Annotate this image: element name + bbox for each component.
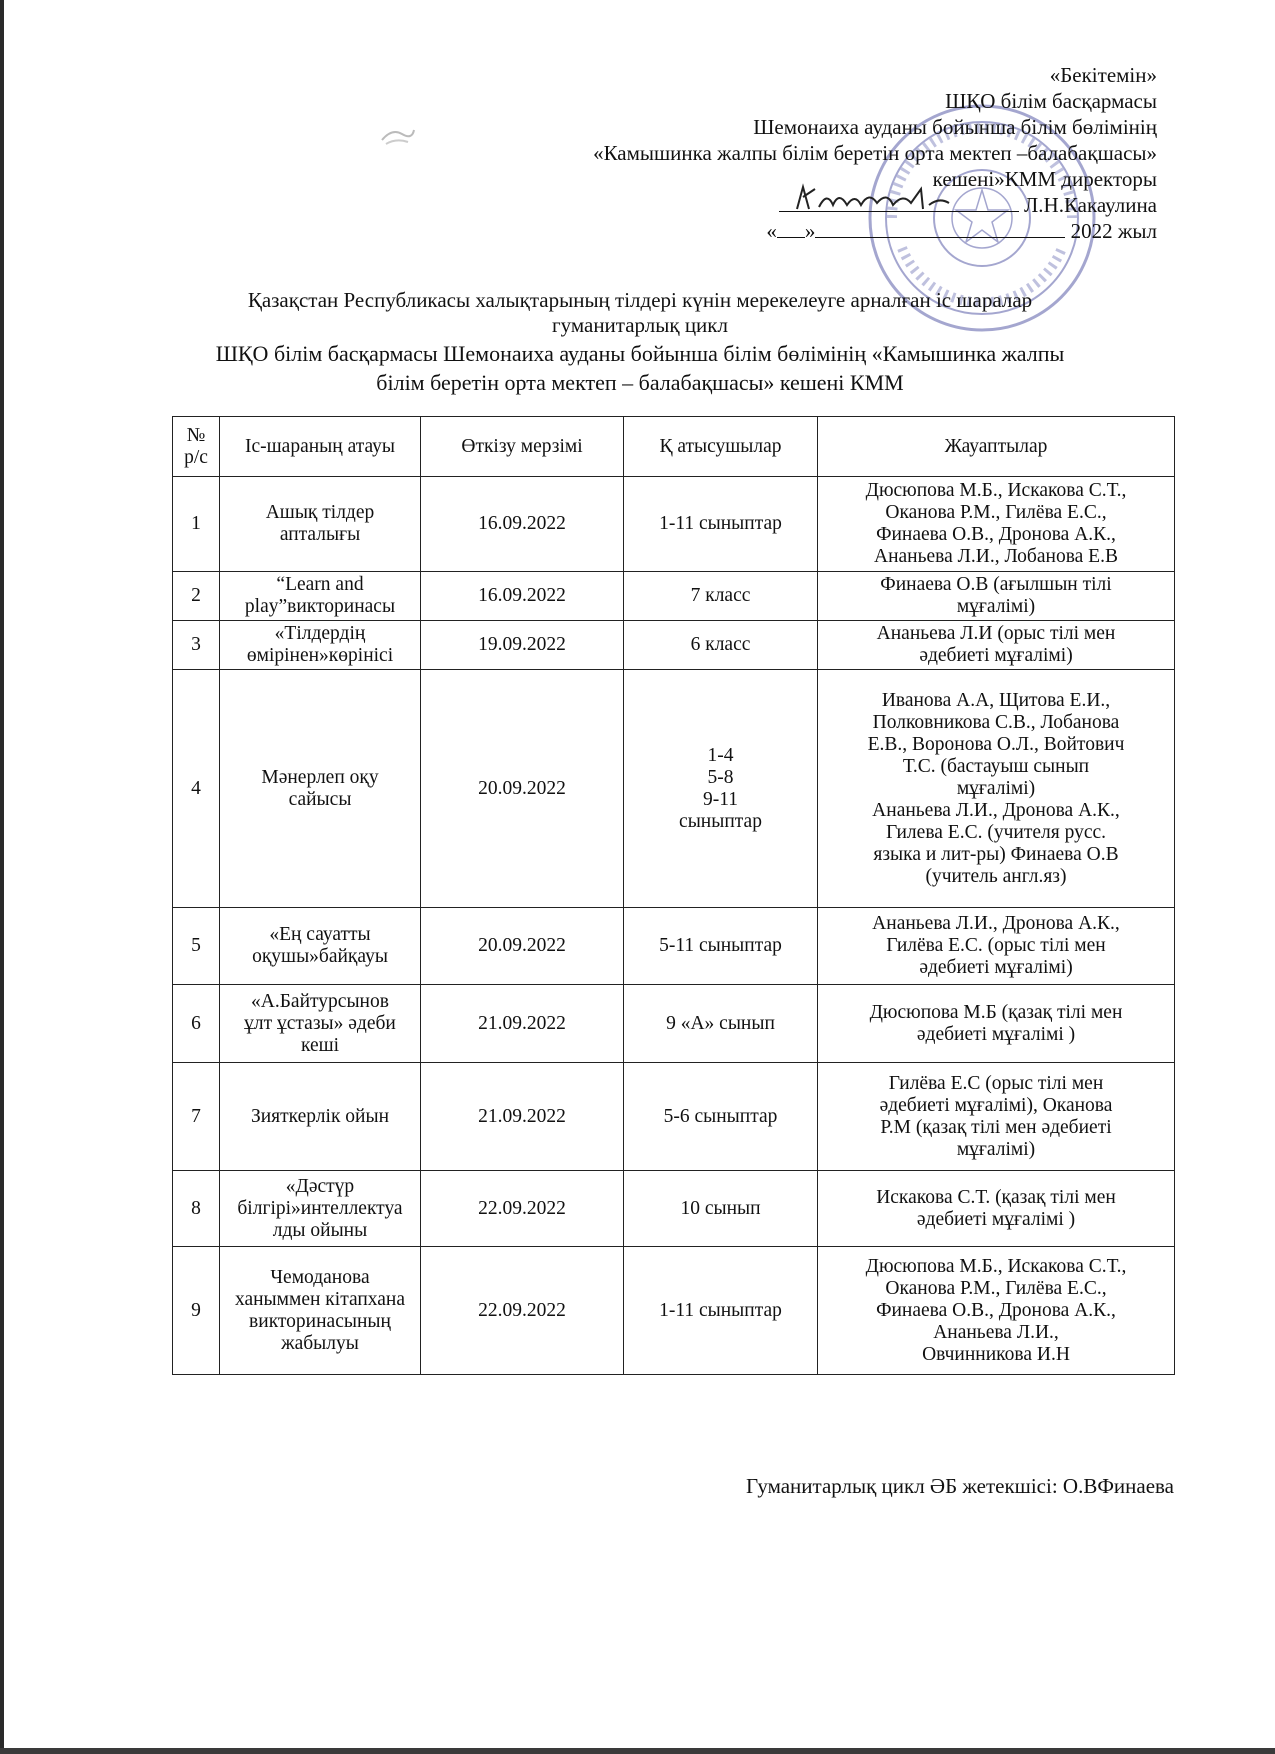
row-date: 20.09.2022 xyxy=(421,670,624,908)
row-event-name: Ашық тілдер апталығы xyxy=(220,477,421,572)
row-participants: 7 класс xyxy=(624,572,818,621)
title-line-3: ШҚО білім басқармасы Шемонаиха ауданы бойынша білім бөлімінің «Камышинка жалпы xyxy=(215,341,1065,366)
table-row xyxy=(173,908,1175,985)
table-row xyxy=(173,572,1175,621)
row-responsible: Дюсюпова М.Б., Искакова С.Т., Оканова Р.М., Гилёва Е.С., Финаева О.В., Дронова А.К., Ананьева Л.И., Лобанова Е.В xyxy=(818,477,1175,572)
row-date: 16.09.2022 xyxy=(421,572,624,621)
row-responsible: Дюсюпова М.Б (қазақ тілі мен әдебиеті мұғалімі ) xyxy=(818,985,1175,1063)
row-participants: 1-11 сыныптар xyxy=(624,1247,818,1375)
row-date: 21.09.2022 xyxy=(421,1063,624,1171)
row-participants: 5-6 сыныптар xyxy=(624,1063,818,1171)
row-participants: 6 класс xyxy=(624,621,818,670)
signer-name: Л.Н.Какаулина xyxy=(1024,193,1157,217)
row-event-name: “Learn and play”викторинасы xyxy=(220,572,421,621)
footer-signature-line: Гуманитарлық цикл ӘБ жетекшісі: О.ВФинаева xyxy=(746,1474,1174,1498)
row-responsible: Искакова С.Т. (қазақ тілі мен әдебиеті мұғалімі ) xyxy=(818,1171,1175,1247)
row-participants: 5-11 сыныптар xyxy=(624,908,818,985)
date-close-quote: » xyxy=(804,219,816,243)
scan-mark xyxy=(378,120,418,150)
table-row xyxy=(173,477,1175,572)
scan-bottom-edge xyxy=(0,1748,1275,1754)
row-number: 8 xyxy=(173,1171,220,1247)
header-event-name: Іс-шараның атауы xyxy=(220,417,421,477)
row-number: 4 xyxy=(173,670,220,908)
date-open-quote: « xyxy=(766,219,777,243)
row-number: 9 xyxy=(173,1247,220,1375)
row-responsible: Ананьева Л.И (орыс тілі мен әдебиеті мұғалімі) xyxy=(818,621,1175,670)
year-text: 2022 жыл xyxy=(1070,219,1157,243)
row-responsible: Иванова А.А, Щитова Е.И., Полковникова С.В., Лобанова Е.В., Воронова О.Л., Войтович Т.С. (бастауыш сынып мұғалімі) Ананьева Л.И., Дронова А.К., Гилева Е.С. (учителя русс. языка и лит-ры) Финаева О.В (учитель англ.яз) xyxy=(818,670,1175,908)
events-table xyxy=(172,416,1175,1375)
table-row xyxy=(173,985,1175,1063)
row-event-name: «А.Байтурсынов ұлт ұстазы» әдеби кеші xyxy=(220,985,421,1063)
row-event-name: Мәнерлеп оқу сайысы xyxy=(220,670,421,908)
header-number: № р/с xyxy=(173,417,220,477)
row-number: 2 xyxy=(173,572,220,621)
row-event-name: «Дәстүр білгірі»интеллектуа лды ойыны xyxy=(220,1171,421,1247)
month-blank xyxy=(815,219,1065,238)
row-date: 16.09.2022 xyxy=(421,477,624,572)
row-number: 1 xyxy=(173,477,220,572)
header-participants: Қ атысушылар xyxy=(624,417,818,477)
row-responsible: Гилёва Е.С (орыс тілі мен әдебиеті мұғалімі), Оканова Р.М (қазақ тілі мен әдебиеті мұғалімі) xyxy=(818,1063,1175,1171)
row-responsible: Финаева О.В (ағылшын тілі мұғалімі) xyxy=(818,572,1175,621)
row-number: 3 xyxy=(173,621,220,670)
document-title xyxy=(150,288,1130,396)
row-number: 5 xyxy=(173,908,220,985)
row-participants: 9 «А» сынып xyxy=(624,985,818,1063)
approval-line-1: ШҚО білім басқармасы xyxy=(945,89,1157,113)
row-responsible: Дюсюпова М.Б., Искакова С.Т., Оканова Р.М., Гилёва Е.С., Финаева О.В., Дронова А.К., Ананьева Л.И., Овчинникова И.Н xyxy=(818,1247,1175,1375)
table-row xyxy=(173,621,1175,670)
table-row xyxy=(173,1247,1175,1375)
approval-line-2: Шемонаиха ауданы бойынша білім бөлімінің xyxy=(753,115,1157,139)
row-participants: 10 сынып xyxy=(624,1171,818,1247)
table-row xyxy=(173,1171,1175,1247)
row-participants: 1-11 сыныптар xyxy=(624,477,818,572)
date-row xyxy=(593,218,1157,244)
approval-block xyxy=(593,62,1157,244)
approval-line-4: кешені»КММ директоры xyxy=(932,167,1157,191)
table-row xyxy=(173,670,1175,908)
scan-left-edge xyxy=(0,0,4,1754)
row-date: 22.09.2022 xyxy=(421,1171,624,1247)
title-line-2: гуманитарлық цикл xyxy=(552,313,728,337)
row-event-name: Зияткерлік ойын xyxy=(220,1063,421,1171)
row-event-name: «Ең сауатты оқушы»байқауы xyxy=(220,908,421,985)
row-number: 7 xyxy=(173,1063,220,1171)
approval-title: «Бекітемін» xyxy=(1049,63,1157,87)
row-date: 22.09.2022 xyxy=(421,1247,624,1375)
signature-row xyxy=(593,192,1157,218)
signature-blank xyxy=(779,193,1019,212)
row-event-name: «Тілдердің өмірінен»көрінісі xyxy=(220,621,421,670)
row-date: 19.09.2022 xyxy=(421,621,624,670)
title-line-4: білім беретін орта мектеп – балабақшасы» кешені КММ xyxy=(376,370,904,395)
row-date: 21.09.2022 xyxy=(421,985,624,1063)
handwritten-signature xyxy=(789,179,1009,219)
row-responsible: Ананьева Л.И., Дронова А.К., Гилёва Е.С. (орыс тілі мен әдебиеті мұғалімі) xyxy=(818,908,1175,985)
approval-line-3: «Камышинка жалпы білім беретін орта мектеп –балабақшасы» xyxy=(593,141,1157,165)
header-date: Өткізу мерзімі xyxy=(421,417,624,477)
title-line-1: Қазақстан Республикасы халықтарының тілдері күнін мерекелеуге арналған іс шаралар xyxy=(247,288,1033,312)
table-header-row xyxy=(173,417,1175,477)
header-responsible: Жауаптылар xyxy=(818,417,1175,477)
row-date: 20.09.2022 xyxy=(421,908,624,985)
day-blank xyxy=(777,219,805,238)
table-row xyxy=(173,1063,1175,1171)
row-number: 6 xyxy=(173,985,220,1063)
row-event-name: Чемоданова ханыммен кітапхана викторинасының жабылуы xyxy=(220,1247,421,1375)
row-participants: 1-4 5-8 9-11 сыныптар xyxy=(624,670,818,908)
